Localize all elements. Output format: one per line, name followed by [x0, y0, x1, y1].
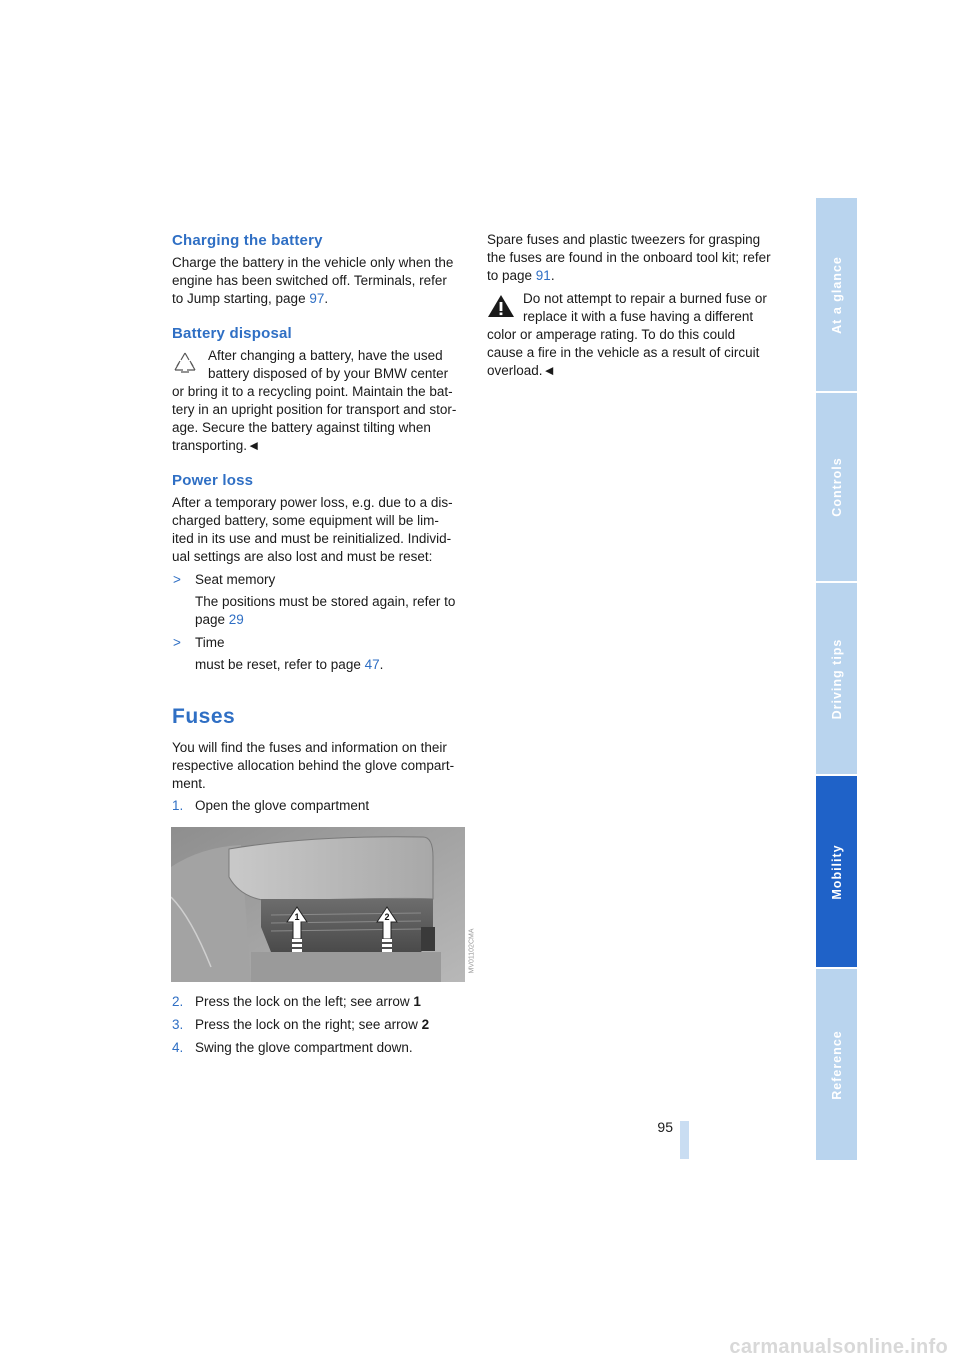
- power-loss-heading: Power loss: [172, 472, 254, 489]
- disposal-line: age. Secure the battery against tilting when: [172, 420, 431, 435]
- fuses-paragraph: [172, 739, 472, 793]
- step-3: 3. Press the lock on the right; see arrow 2: [172, 1017, 430, 1032]
- charging-paragraph: [172, 254, 472, 308]
- power-loss-line: ited in its use and must be reinitialized. Individ-: [172, 531, 452, 546]
- tab-mobility[interactable]: Mobility: [816, 776, 857, 967]
- disposal-indented: [208, 347, 473, 383]
- figure-arrow-2-label: 2: [384, 912, 390, 922]
- power-loss-line: ual settings are also lost and must be reset:: [172, 549, 433, 564]
- disposal-line: tery in an upright position for transport and stor-: [172, 402, 457, 417]
- warning-indented: Do not attempt to repair a burned fuse or replace it with a fuse having a different: [523, 291, 767, 324]
- figure-arrow-1-label: 1: [294, 912, 300, 922]
- tab-at-a-glance[interactable]: At a glance: [816, 198, 857, 391]
- tab-controls[interactable]: Controls: [816, 393, 857, 581]
- charging-heading: Charging the battery: [172, 232, 323, 249]
- bullet-marker: >: [173, 572, 181, 587]
- page-link-29[interactable]: 29: [228, 612, 244, 627]
- step-1: 1. Open the glove compartment: [172, 798, 370, 813]
- step-4: 4. Swing the glove compartment down.: [172, 1040, 413, 1055]
- warning-icon: [487, 293, 515, 319]
- bullet-time: Time: [195, 635, 225, 650]
- disposal-line: battery disposed of by your BMW center: [208, 366, 449, 381]
- power-loss-line: charged battery, some equipment will be lim-: [172, 513, 439, 528]
- bullet-time-detail: must be reset, refer to page 47.: [195, 657, 384, 672]
- step-2: 2. Press the lock on the left; see arrow 1: [172, 994, 421, 1009]
- page-number-bar: [680, 1121, 689, 1159]
- footer-watermark: carmanualsonline.info: [729, 1336, 948, 1358]
- fuses-line: respective allocation behind the glove compart-: [172, 758, 455, 773]
- charging-line: Charge the battery in the vehicle only when the: [172, 255, 454, 270]
- power-loss-paragraph: [172, 494, 472, 566]
- fuses-heading: Fuses: [172, 705, 236, 728]
- disposal-line: After changing a battery, have the used: [208, 348, 443, 363]
- charging-line: engine has been switched off. Terminals, refer: [172, 273, 447, 288]
- glove-compartment-figure: [171, 827, 465, 982]
- battery-disposal-heading: Battery disposal: [172, 325, 292, 342]
- charging-ref-line: to Jump starting, page 97.: [172, 291, 329, 306]
- tab-reference[interactable]: Reference: [816, 969, 857, 1160]
- page-number: 95: [657, 1119, 673, 1135]
- disposal-paragraph: [172, 383, 472, 455]
- bullet-seat-memory: Seat memory: [195, 572, 276, 587]
- page-link-97[interactable]: 97: [309, 291, 325, 306]
- disposal-line: or bring it to a recycling point. Maintain the bat-: [172, 384, 453, 399]
- bullet-marker: >: [173, 635, 181, 650]
- disposal-line: transporting.◄: [172, 438, 261, 453]
- warning-paragraph: color or amperage rating. To do this could cause a fire in the vehicle as a result of circuit overload.◄: [487, 327, 760, 378]
- fuses-line: You will find the fuses and information on their: [172, 740, 447, 755]
- page-link-91[interactable]: 91: [535, 268, 551, 283]
- page-link-47[interactable]: 47: [364, 657, 380, 672]
- spare-fuses-paragraph: Spare fuses and plastic tweezers for grasping the fuses are found in the onboard tool kit; refer to page 91.: [487, 232, 771, 283]
- power-loss-line: After a temporary power loss, e.g. due to a dis-: [172, 495, 453, 510]
- bullet-seat-memory-detail: The positions must be stored again, refer to page 29: [195, 594, 456, 627]
- figure-code: MV01102CMA: [468, 928, 476, 974]
- recycle-icon: [172, 350, 198, 376]
- tab-driving-tips[interactable]: Driving tips: [816, 583, 857, 774]
- fuses-line: ment.: [172, 776, 206, 791]
